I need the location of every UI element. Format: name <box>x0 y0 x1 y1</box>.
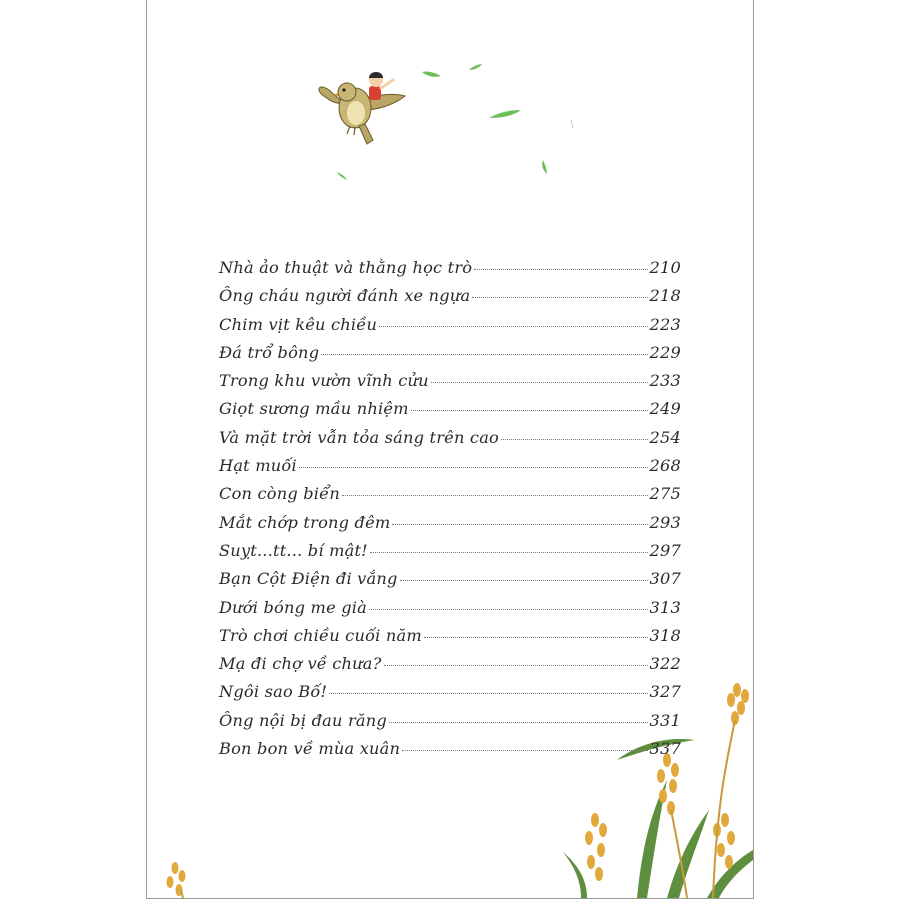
toc-entry-title: Giọt sương mầu nhiệm <box>219 399 409 419</box>
toc-entry[interactable] <box>219 626 681 654</box>
dot-leader <box>329 693 647 694</box>
book-page <box>146 0 754 899</box>
dot-leader <box>342 495 648 496</box>
dot-leader <box>389 722 648 723</box>
toc-entry-title: Đá trổ bông <box>219 342 320 362</box>
toc-entry[interactable] <box>219 343 681 371</box>
toc-entry[interactable] <box>219 258 681 286</box>
toc-entry[interactable] <box>219 484 681 512</box>
toc-entry-page-number: 229 <box>649 342 681 362</box>
toc-entry[interactable] <box>219 428 681 456</box>
dot-leader <box>379 326 647 327</box>
toc-entry-page-number: 307 <box>649 569 681 589</box>
dot-leader <box>402 750 647 751</box>
toc-entry[interactable] <box>219 371 681 399</box>
toc-entry[interactable] <box>219 541 681 569</box>
toc-entry-page-number: 218 <box>649 286 681 306</box>
toc-entry-page-number: 254 <box>649 427 681 447</box>
dot-leader <box>392 524 647 525</box>
toc-entry[interactable] <box>219 654 681 682</box>
toc-entry-page-number: 268 <box>649 456 681 476</box>
toc-entry-title: Hạt muối <box>219 456 297 476</box>
toc-entry[interactable] <box>219 286 681 314</box>
dot-leader <box>321 354 647 355</box>
toc-entry-title: Ngôi sao Bố! <box>219 682 328 702</box>
toc-entry-title: Chim vịt kêu chiều <box>219 314 378 334</box>
toc-entry-page-number: 327 <box>649 682 681 702</box>
toc-entry-page-number: 337 <box>649 739 681 759</box>
toc-entry-title: Mắt chớp trong đêm <box>219 512 391 532</box>
toc-entry[interactable] <box>219 682 681 710</box>
toc-entry[interactable] <box>219 456 681 484</box>
toc-entry-page-number: 318 <box>649 625 681 645</box>
toc-entry-title: Suỵt...tt... bí mật! <box>219 540 368 560</box>
toc-entry-title: Trò chơi chiều cuối năm <box>219 625 422 645</box>
toc-entry-page-number: 249 <box>649 399 681 419</box>
toc-entry-page-number: 233 <box>649 371 681 391</box>
toc-entry[interactable] <box>219 711 681 739</box>
toc-entry-title: Bon bon về mùa xuân <box>219 739 401 759</box>
toc-entry-title: Ông cháu người đánh xe ngựa <box>219 286 471 306</box>
toc-entry-page-number: 331 <box>649 710 681 730</box>
dot-leader <box>411 410 648 411</box>
toc-entry-title: Bạn Cột Điện đi vắng <box>219 569 398 589</box>
toc-entry-title: Trong khu vườn vĩnh cửu <box>219 371 429 391</box>
toc-entry-title: Con còng biển <box>219 484 340 504</box>
toc-entry-page-number: 313 <box>649 597 681 617</box>
toc-entry[interactable] <box>219 598 681 626</box>
toc-entry[interactable] <box>219 569 681 597</box>
dot-leader <box>299 467 648 468</box>
toc-entry[interactable] <box>219 315 681 343</box>
toc-entry-title: Dưới bóng me già <box>219 597 367 617</box>
toc-entry[interactable] <box>219 513 681 541</box>
dot-leader <box>384 665 648 666</box>
dot-leader <box>501 439 648 440</box>
toc-entry-title: Và mặt trời vẫn tỏa sáng trên cao <box>219 427 499 447</box>
dot-leader <box>400 580 648 581</box>
toc-entry[interactable] <box>219 399 681 427</box>
toc-entry-title: Mạ đi chợ về chưa? <box>219 654 382 674</box>
toc-entry-page-number: 223 <box>649 314 681 334</box>
table-of-contents <box>219 258 681 767</box>
toc-entry-page-number: 293 <box>649 512 681 532</box>
toc-entry[interactable] <box>219 739 681 767</box>
toc-entry-page-number: 275 <box>649 484 681 504</box>
toc-entry-page-number: 322 <box>649 654 681 674</box>
dot-leader <box>370 552 648 553</box>
dot-leader <box>424 637 648 638</box>
toc-entry-page-number: 297 <box>649 540 681 560</box>
toc-entry-title: Ông nội bị đau răng <box>219 710 387 730</box>
dot-leader <box>472 297 647 298</box>
toc-entry-title: Nhà ảo thuật và thằng học trò <box>219 258 473 277</box>
dot-leader <box>369 609 648 610</box>
toc-entry-page-number: 210 <box>649 258 681 277</box>
dot-leader <box>474 269 647 270</box>
dot-leader <box>431 382 648 383</box>
